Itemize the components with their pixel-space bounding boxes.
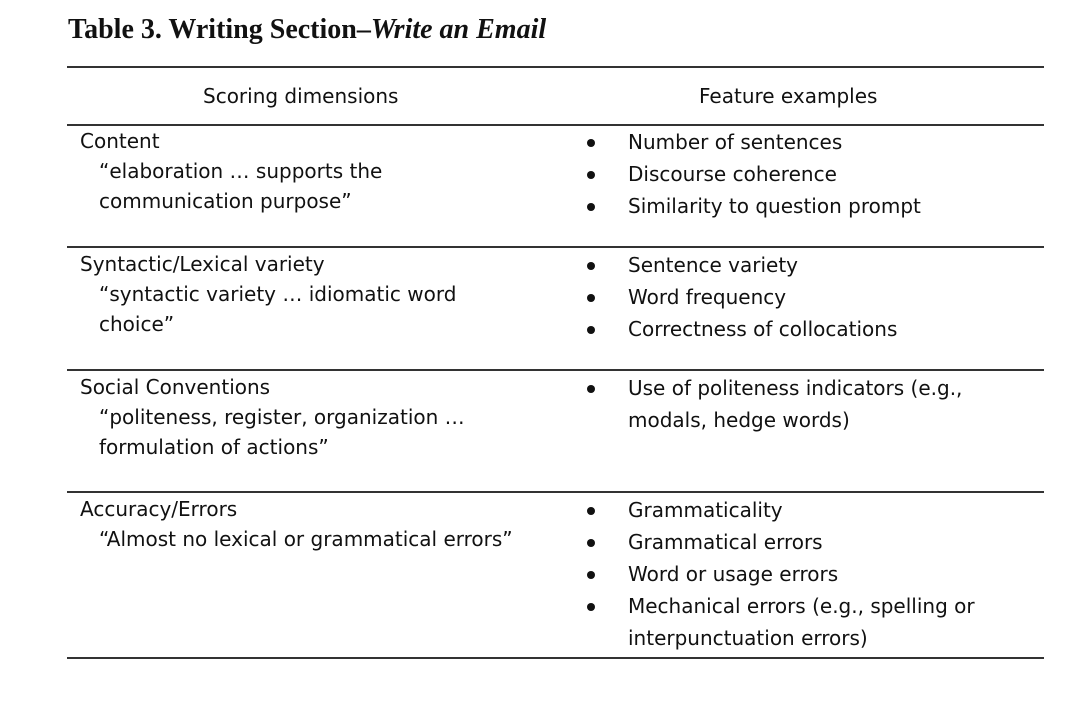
feature-item: Grammatical errors — [583, 526, 975, 558]
column-header-feature-examples: Feature examples — [699, 84, 878, 108]
dimension-quote-line: “Almost no lexical or grammatical errors” — [99, 527, 513, 551]
row-divider — [67, 491, 1044, 493]
dimension-name: Content — [80, 129, 160, 153]
feature-item-continuation: interpunctuation errors) — [628, 626, 868, 650]
feature-item: Grammaticality — [583, 494, 975, 526]
table-row-social-conventions — [80, 372, 465, 462]
dimension-quote-line: “syntactic variety … idiomatic word — [99, 282, 457, 306]
feature-list — [583, 372, 962, 436]
feature-item: Correctness of collocations — [583, 313, 897, 345]
table-row-content — [80, 126, 382, 216]
dimension-quote-line: “politeness, register, organization … — [99, 405, 465, 429]
feature-item: Word or usage errors — [583, 558, 975, 590]
table-title — [68, 14, 546, 46]
table-bottom-rule — [67, 657, 1044, 659]
row-divider — [67, 246, 1044, 248]
dimension-quote-line: choice” — [99, 312, 175, 336]
feature-list — [583, 126, 921, 222]
feature-item: Similarity to question prompt — [583, 190, 921, 222]
row-divider — [67, 369, 1044, 371]
dimension-quote-line: communication purpose” — [99, 189, 352, 213]
feature-list — [583, 249, 897, 345]
table-row-accuracy-errors — [80, 494, 513, 554]
feature-item: Number of sentences — [583, 126, 921, 158]
dimension-name: Syntactic/Lexical variety — [80, 252, 325, 276]
column-header-scoring-dimensions: Scoring dimensions — [203, 84, 399, 108]
dimension-name: Social Conventions — [80, 375, 271, 399]
feature-item: Use of politeness indicators (e.g., — [583, 372, 962, 404]
dimension-quote-line: formulation of actions” — [99, 435, 329, 459]
feature-item-continuation: modals, hedge words) — [628, 408, 850, 432]
table-top-rule — [67, 66, 1044, 68]
feature-item: Discourse coherence — [583, 158, 921, 190]
table-title-prefix: Table 3. Writing Section– — [68, 14, 371, 45]
feature-item: Sentence variety — [583, 249, 897, 281]
dimension-name: Accuracy/Errors — [80, 497, 238, 521]
dimension-quote-line: “elaboration … supports the — [99, 159, 383, 183]
table-title-italic: Write an Email — [370, 14, 547, 45]
feature-item: Mechanical errors (e.g., spelling or — [583, 590, 975, 622]
table-row-syntactic-lexical — [80, 249, 456, 339]
feature-item: Word frequency — [583, 281, 897, 313]
feature-list — [583, 494, 975, 654]
